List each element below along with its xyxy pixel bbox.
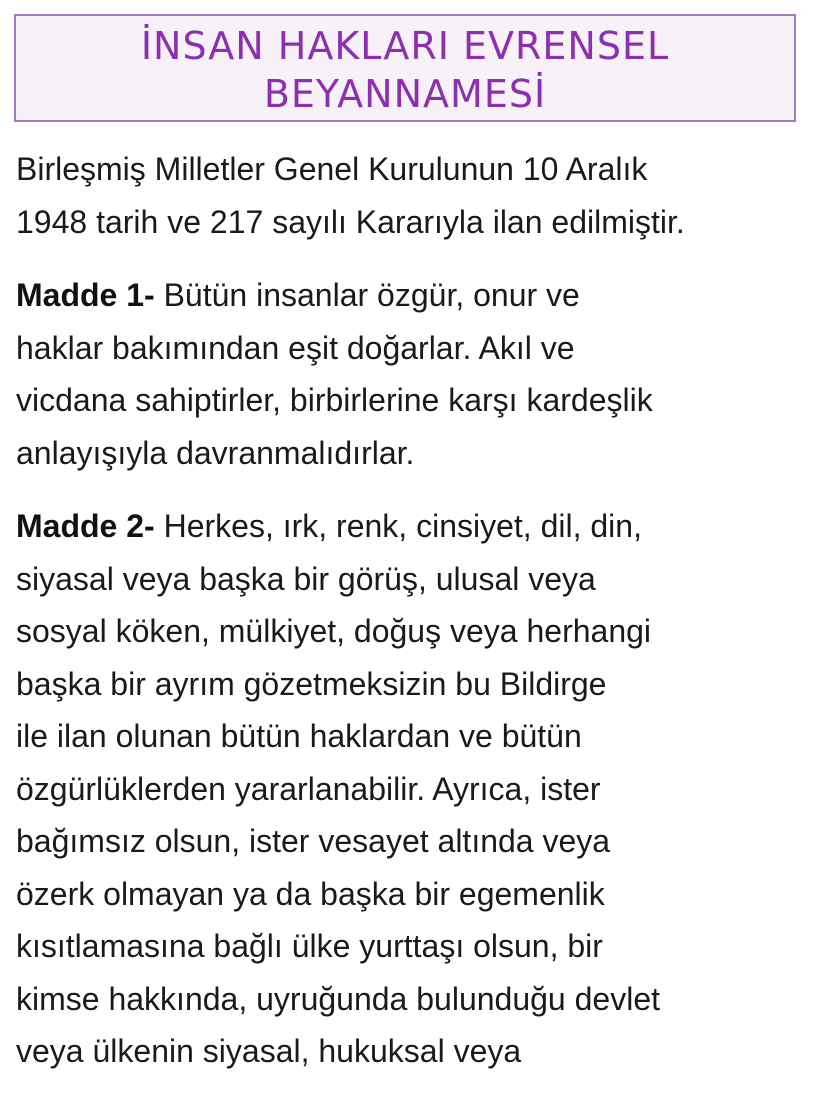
article-2-line: sosyal köken, mülkiyet, doğuş veya herhangi	[16, 613, 652, 649]
intro-line: Birleşmiş Milletler Genel Kurulunun 10 Aralık	[16, 151, 648, 187]
article-2-first-text: Herkes, ırk, renk, cinsiyet, dil, din,	[154, 508, 642, 544]
article-1-line: vicdana sahiptirler, birbirlerine karşı kardeşlik	[16, 382, 653, 418]
article-2-line: kimse hakkında, uyruğunda bulunduğu devlet	[16, 980, 660, 1017]
page-title-line-2: BEYANNAMESİ	[263, 72, 547, 116]
article-1-first-line	[16, 269, 816, 322]
article-2-line: özerk olmayan ya da başka bir egemenlik	[16, 875, 605, 912]
article-1-line: haklar bakımından eşit doğarlar. Akıl ve	[16, 329, 575, 366]
article-2-line: kısıtlamasına bağlı ülke yurttaşı olsun, bir	[16, 928, 603, 964]
intro-line: 1948 tarih ve 217 sayılı Kararıyla ilan edilmiştir.	[16, 203, 685, 240]
article-1-paragraph	[16, 269, 816, 479]
article-2-line: siyasal veya başka bir görüş, ulusal veya	[16, 560, 596, 597]
article-2-line: veya ülkenin siyasal, hukuksal veya	[16, 1033, 522, 1069]
page-title-line-1: İNSAN HAKLARI EVRENSEL	[140, 24, 670, 68]
article-2-line: bağımsız olsun, ister vesayet altında veya	[16, 823, 611, 859]
title-box	[14, 14, 796, 122]
article-1-label: Madde 1-	[16, 277, 155, 313]
article-2-line: ile ilan olunan bütün haklardan ve bütün	[16, 718, 582, 754]
article-2-first-line	[16, 500, 816, 553]
article-2-label: Madde 2-	[16, 508, 155, 544]
article-2-line: başka bir ayrım gözetmeksizin bu Bildirge	[16, 665, 607, 702]
article-2-paragraph	[16, 500, 816, 1078]
intro-paragraph	[16, 143, 816, 248]
article-1-line: anlayışıyla davranmalıdırlar.	[16, 434, 415, 471]
article-1-first-text: Bütün insanlar özgür, onur ve	[154, 277, 580, 313]
article-2-line: özgürlüklerden yararlanabilir. Ayrıca, ister	[16, 770, 601, 807]
